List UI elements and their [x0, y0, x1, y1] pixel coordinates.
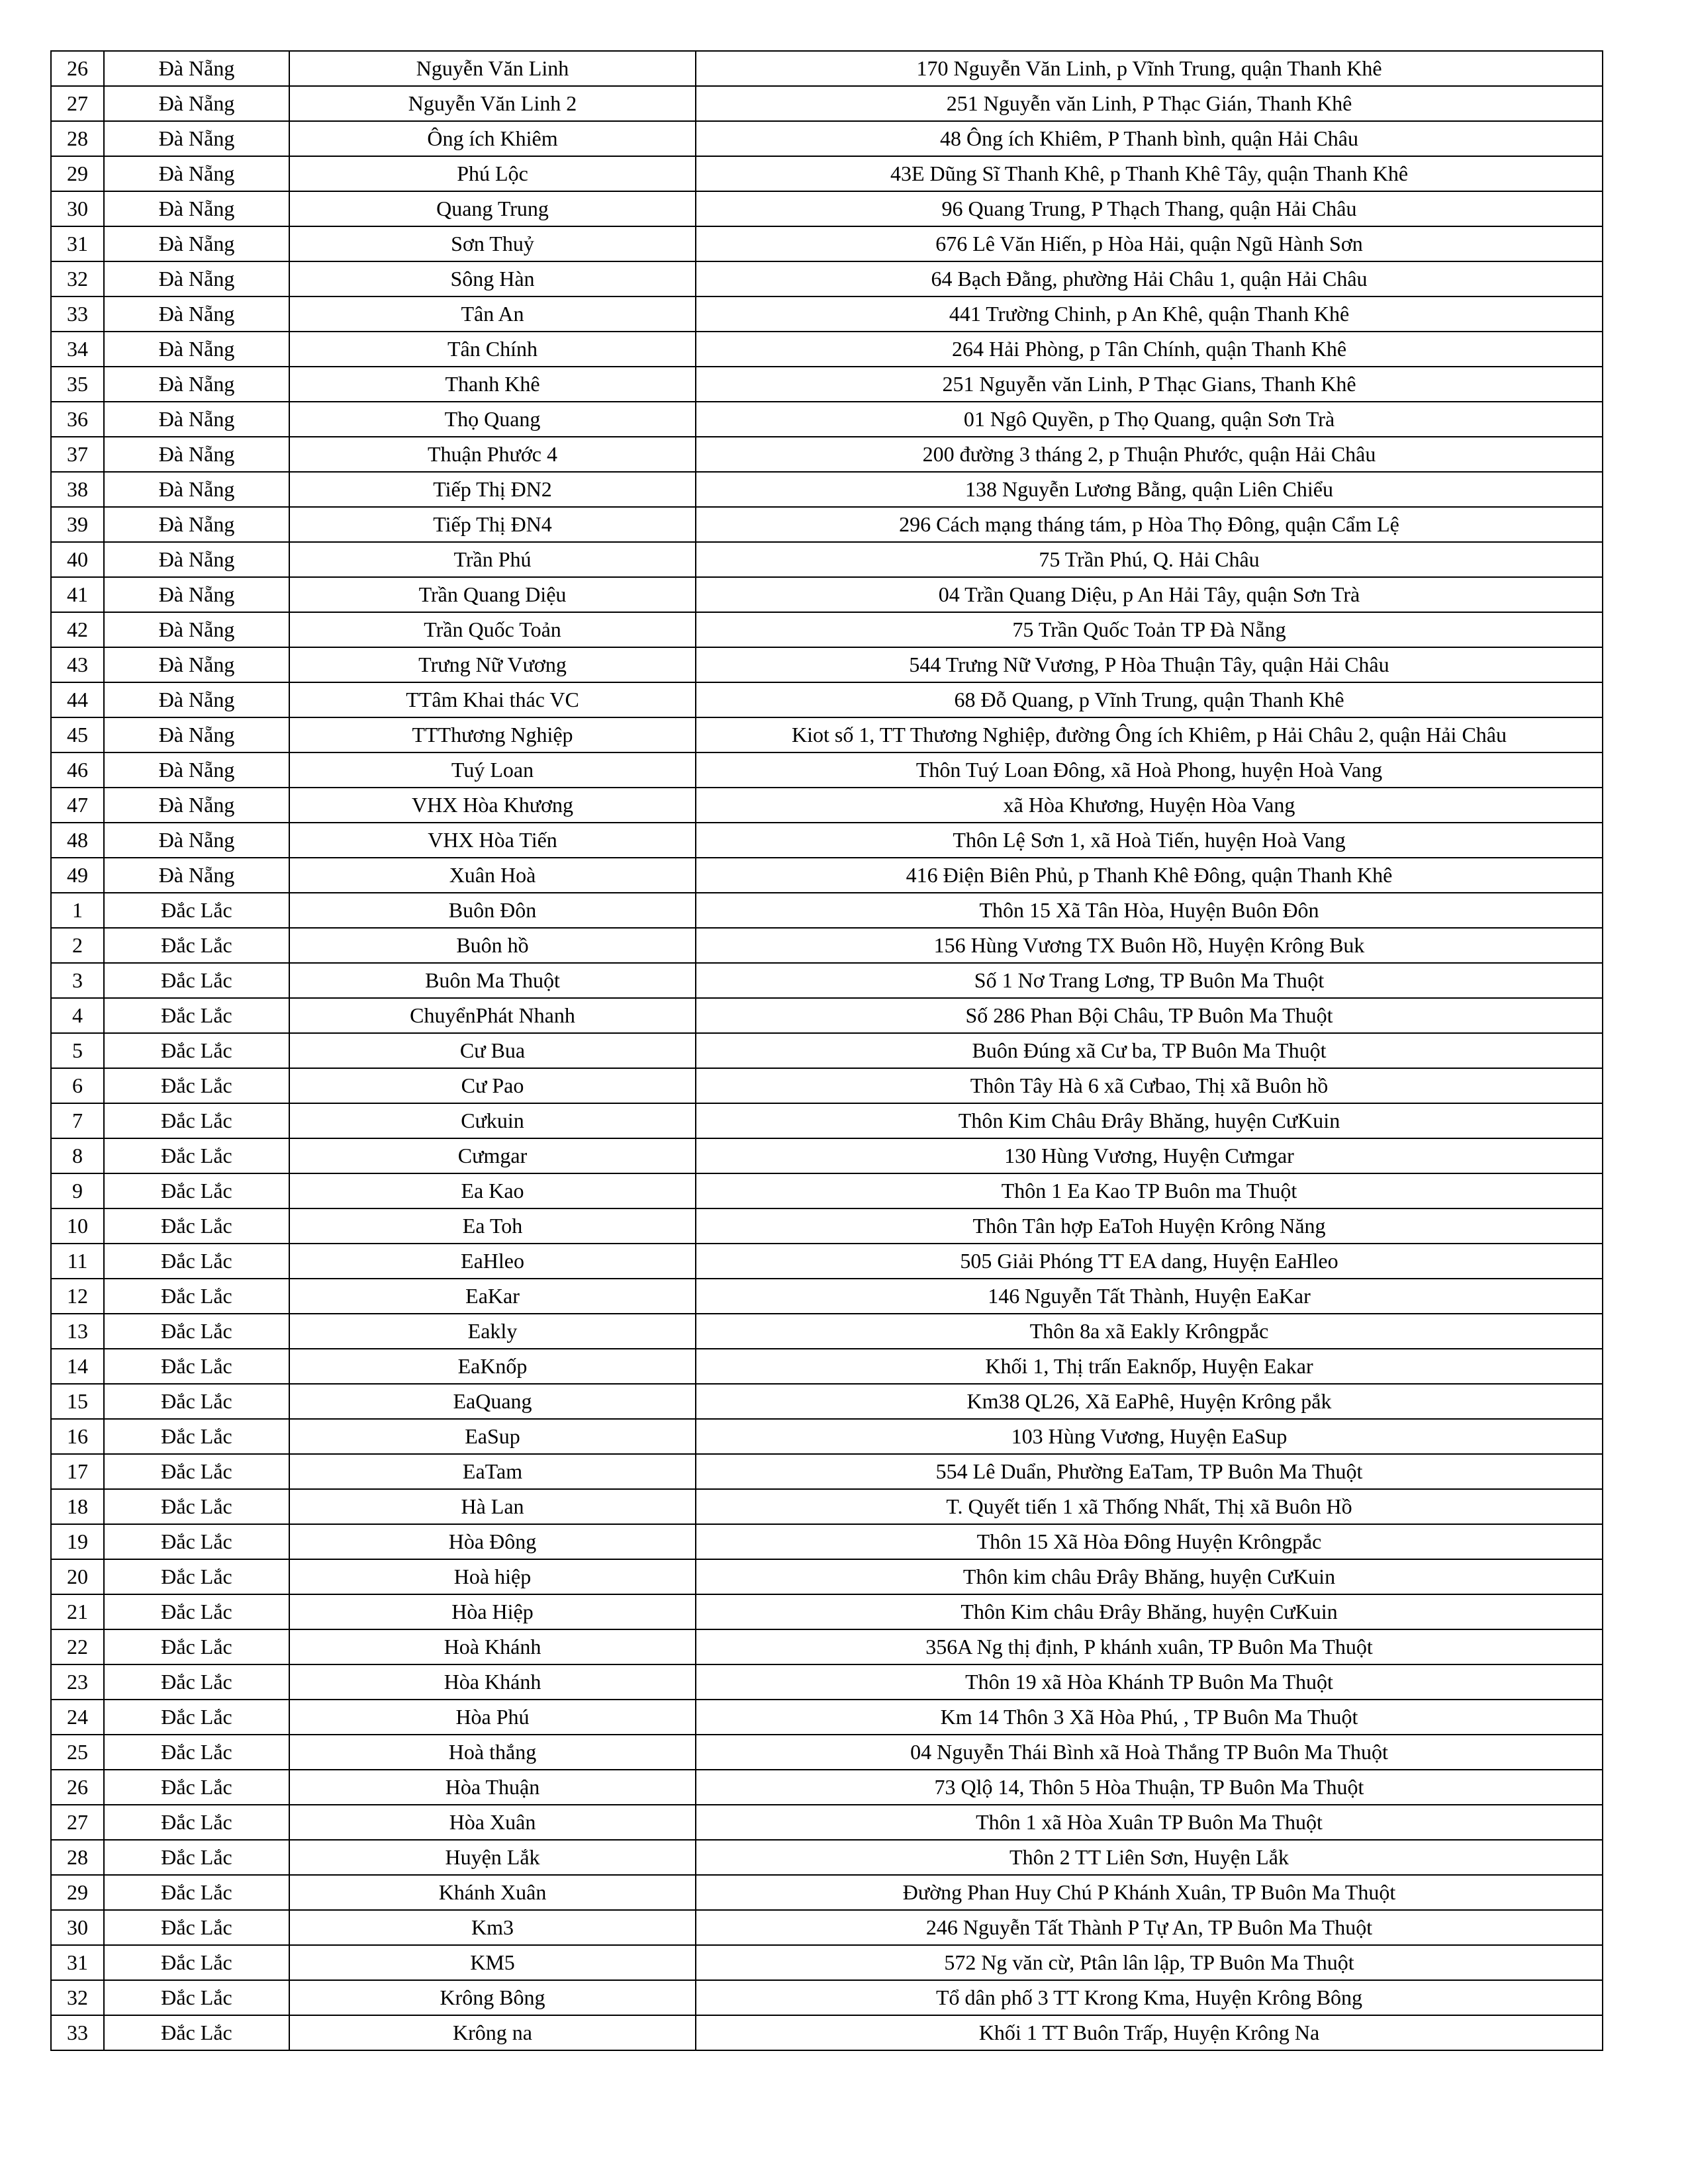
- row-number-cell: 46: [51, 752, 104, 788]
- office-name-cell: Sông Hàn: [289, 261, 696, 296]
- office-name-cell: Tuý Loan: [289, 752, 696, 788]
- row-number-cell: 18: [51, 1489, 104, 1524]
- row-number-cell: 15: [51, 1384, 104, 1419]
- address-cell: 73 Qlộ 14, Thôn 5 Hòa Thuận, TP Buôn Ma Thuột: [696, 1770, 1603, 1805]
- office-name-cell: EaKar: [289, 1279, 696, 1314]
- address-cell: 296 Cách mạng tháng tám, p Hòa Thọ Đông, quận Cẩm Lệ: [696, 507, 1603, 542]
- table-row: [51, 1384, 1603, 1419]
- address-cell: 251 Nguyễn văn Linh, P Thạc Gians, Thanh Khê: [696, 367, 1603, 402]
- row-number-cell: 16: [51, 1419, 104, 1454]
- table-row: [51, 332, 1603, 367]
- province-cell: Đà Nẵng: [104, 51, 289, 86]
- address-cell: 264 Hải Phòng, p Tân Chính, quận Thanh Khê: [696, 332, 1603, 367]
- row-number-cell: 22: [51, 1629, 104, 1664]
- address-cell: 96 Quang Trung, P Thạch Thang, quận Hải Châu: [696, 191, 1603, 226]
- address-cell: Thôn kim châu Đrây Bhăng, huyện CưKuin: [696, 1559, 1603, 1594]
- row-number-cell: 10: [51, 1208, 104, 1244]
- address-cell: Thôn 2 TT Liên Sơn, Huyện Lắk: [696, 1840, 1603, 1875]
- office-name-cell: Ea Kao: [289, 1173, 696, 1208]
- table-row: [51, 402, 1603, 437]
- table-row: [51, 51, 1603, 86]
- address-cell: Thôn Tây Hà 6 xã Cưbao, Thị xã Buôn hồ: [696, 1068, 1603, 1103]
- row-number-cell: 48: [51, 823, 104, 858]
- table-row: [51, 1103, 1603, 1138]
- province-cell: Đắc Lắc: [104, 1314, 289, 1349]
- address-cell: 48 Ông ích Khiêm, P Thanh bình, quận Hải Châu: [696, 121, 1603, 156]
- address-cell: 64 Bạch Đằng, phường Hải Châu 1, quận Hải Châu: [696, 261, 1603, 296]
- province-cell: Đắc Lắc: [104, 1594, 289, 1629]
- table-row: [51, 156, 1603, 191]
- address-cell: 554 Lê Duẩn, Phường EaTam, TP Buôn Ma Thuột: [696, 1454, 1603, 1489]
- row-number-cell: 29: [51, 156, 104, 191]
- address-cell: 75 Trần Quốc Toản TP Đà Nẵng: [696, 612, 1603, 647]
- office-name-cell: Xuân Hoà: [289, 858, 696, 893]
- table-row: [51, 647, 1603, 682]
- address-cell: 572 Ng văn cừ, Ptân lân lập, TP Buôn Ma Thuột: [696, 1945, 1603, 1980]
- table-row: [51, 191, 1603, 226]
- address-cell: 416 Điện Biên Phủ, p Thanh Khê Đông, quận Thanh Khê: [696, 858, 1603, 893]
- row-number-cell: 41: [51, 577, 104, 612]
- office-name-cell: Buôn hồ: [289, 928, 696, 963]
- table-row: [51, 1700, 1603, 1735]
- province-cell: Đắc Lắc: [104, 1033, 289, 1068]
- table-row: [51, 1173, 1603, 1208]
- office-name-cell: KM5: [289, 1945, 696, 1980]
- province-cell: Đắc Lắc: [104, 928, 289, 963]
- office-name-cell: EaQuang: [289, 1384, 696, 1419]
- province-cell: Đắc Lắc: [104, 1629, 289, 1664]
- table-row: [51, 717, 1603, 752]
- row-number-cell: 4: [51, 998, 104, 1033]
- office-name-cell: Cư Bua: [289, 1033, 696, 1068]
- table-row: [51, 1033, 1603, 1068]
- province-cell: Đắc Lắc: [104, 1279, 289, 1314]
- office-name-cell: Eakly: [289, 1314, 696, 1349]
- address-cell: 251 Nguyễn văn Linh, P Thạc Gián, Thanh Khê: [696, 86, 1603, 121]
- office-name-cell: Hà Lan: [289, 1489, 696, 1524]
- table-row: [51, 928, 1603, 963]
- office-name-cell: Hòa Hiệp: [289, 1594, 696, 1629]
- address-cell: Khối 1, Thị trấn Eaknốp, Huyện Eakar: [696, 1349, 1603, 1384]
- province-cell: Đắc Lắc: [104, 1208, 289, 1244]
- row-number-cell: 36: [51, 402, 104, 437]
- table-row: [51, 612, 1603, 647]
- table-row: [51, 893, 1603, 928]
- row-number-cell: 8: [51, 1138, 104, 1173]
- office-name-cell: Hòa Thuận: [289, 1770, 696, 1805]
- office-name-cell: TTThương Nghiệp: [289, 717, 696, 752]
- row-number-cell: 23: [51, 1664, 104, 1700]
- province-cell: Đắc Lắc: [104, 1384, 289, 1419]
- post-office-address-table: [50, 50, 1603, 2051]
- office-name-cell: Cưmgar: [289, 1138, 696, 1173]
- office-name-cell: Nguyễn Văn Linh: [289, 51, 696, 86]
- row-number-cell: 34: [51, 332, 104, 367]
- table-row: [51, 472, 1603, 507]
- office-name-cell: Hoà thắng: [289, 1735, 696, 1770]
- office-name-cell: Khánh Xuân: [289, 1875, 696, 1910]
- province-cell: Đà Nẵng: [104, 402, 289, 437]
- address-cell: Km 14 Thôn 3 Xã Hòa Phú, , TP Buôn Ma Thuột: [696, 1700, 1603, 1735]
- province-cell: Đà Nẵng: [104, 682, 289, 717]
- address-cell: 356A Ng thị định, P khánh xuân, TP Buôn Ma Thuột: [696, 1629, 1603, 1664]
- office-name-cell: VHX Hòa Khương: [289, 788, 696, 823]
- address-cell: Thôn 1 xã Hòa Xuân TP Buôn Ma Thuột: [696, 1805, 1603, 1840]
- province-cell: Đà Nẵng: [104, 437, 289, 472]
- table-row: [51, 577, 1603, 612]
- office-name-cell: EaSup: [289, 1419, 696, 1454]
- office-name-cell: Phú Lộc: [289, 156, 696, 191]
- office-name-cell: Thanh Khê: [289, 367, 696, 402]
- row-number-cell: 28: [51, 121, 104, 156]
- province-cell: Đà Nẵng: [104, 86, 289, 121]
- address-cell: Tổ dân phố 3 TT Krong Kma, Huyện Krông Bông: [696, 1980, 1603, 2015]
- address-cell: Thôn 1 Ea Kao TP Buôn ma Thuột: [696, 1173, 1603, 1208]
- table-row: [51, 1735, 1603, 1770]
- office-name-cell: Nguyễn Văn Linh 2: [289, 86, 696, 121]
- table-row: [51, 1910, 1603, 1945]
- row-number-cell: 33: [51, 296, 104, 332]
- province-cell: Đắc Lắc: [104, 1103, 289, 1138]
- table-row: [51, 1875, 1603, 1910]
- province-cell: Đà Nẵng: [104, 191, 289, 226]
- table-row: [51, 788, 1603, 823]
- row-number-cell: 11: [51, 1244, 104, 1279]
- table-row: [51, 1349, 1603, 1384]
- province-cell: Đắc Lắc: [104, 1524, 289, 1559]
- province-cell: Đà Nẵng: [104, 647, 289, 682]
- address-cell: Km38 QL26, Xã EaPhê, Huyện Krông pắk: [696, 1384, 1603, 1419]
- office-name-cell: Sơn Thuỷ: [289, 226, 696, 261]
- table-row: [51, 1840, 1603, 1875]
- row-number-cell: 28: [51, 1840, 104, 1875]
- table-row: [51, 1594, 1603, 1629]
- row-number-cell: 21: [51, 1594, 104, 1629]
- address-cell: 200 đường 3 tháng 2, p Thuận Phước, quận Hải Châu: [696, 437, 1603, 472]
- row-number-cell: 42: [51, 612, 104, 647]
- table-row: [51, 542, 1603, 577]
- address-cell: 130 Hùng Vương, Huyện Cưmgar: [696, 1138, 1603, 1173]
- office-name-cell: Tân Chính: [289, 332, 696, 367]
- office-name-cell: Trần Quang Diệu: [289, 577, 696, 612]
- row-number-cell: 2: [51, 928, 104, 963]
- row-number-cell: 19: [51, 1524, 104, 1559]
- office-name-cell: Cư Pao: [289, 1068, 696, 1103]
- table-row: [51, 1489, 1603, 1524]
- province-cell: Đà Nẵng: [104, 226, 289, 261]
- row-number-cell: 47: [51, 788, 104, 823]
- province-cell: Đà Nẵng: [104, 717, 289, 752]
- row-number-cell: 17: [51, 1454, 104, 1489]
- address-cell: Kiot số 1, TT Thương Nghiệp, đường Ông ích Khiêm, p Hải Châu 2, quận Hải Châu: [696, 717, 1603, 752]
- address-cell: 138 Nguyễn Lương Bằng, quận Liên Chiểu: [696, 472, 1603, 507]
- province-cell: Đắc Lắc: [104, 1173, 289, 1208]
- province-cell: Đà Nẵng: [104, 507, 289, 542]
- province-cell: Đà Nẵng: [104, 612, 289, 647]
- table-row: [51, 752, 1603, 788]
- row-number-cell: 49: [51, 858, 104, 893]
- province-cell: Đà Nẵng: [104, 121, 289, 156]
- office-name-cell: Huyện Lắk: [289, 1840, 696, 1875]
- row-number-cell: 1: [51, 893, 104, 928]
- table-row: [51, 261, 1603, 296]
- address-cell: Buôn Đúng xã Cư ba, TP Buôn Ma Thuột: [696, 1033, 1603, 1068]
- province-cell: Đắc Lắc: [104, 1068, 289, 1103]
- address-cell: 441 Trường Chinh, p An Khê, quận Thanh Khê: [696, 296, 1603, 332]
- row-number-cell: 45: [51, 717, 104, 752]
- table-row: [51, 121, 1603, 156]
- row-number-cell: 30: [51, 191, 104, 226]
- table-row: [51, 998, 1603, 1033]
- row-number-cell: 20: [51, 1559, 104, 1594]
- office-name-cell: Quang Trung: [289, 191, 696, 226]
- office-name-cell: Km3: [289, 1910, 696, 1945]
- row-number-cell: 3: [51, 963, 104, 998]
- address-cell: Đường Phan Huy Chú P Khánh Xuân, TP Buôn Ma Thuột: [696, 1875, 1603, 1910]
- office-name-cell: Cưkuin: [289, 1103, 696, 1138]
- row-number-cell: 30: [51, 1910, 104, 1945]
- province-cell: Đắc Lắc: [104, 1454, 289, 1489]
- address-cell: Thôn 8a xã Eakly Krôngpắc: [696, 1314, 1603, 1349]
- table-row: [51, 1629, 1603, 1664]
- office-name-cell: Buôn Đôn: [289, 893, 696, 928]
- row-number-cell: 9: [51, 1173, 104, 1208]
- office-name-cell: EaKnốp: [289, 1349, 696, 1384]
- table-row: [51, 86, 1603, 121]
- address-cell: Thôn 15 Xã Hòa Đông Huyện Krôngpắc: [696, 1524, 1603, 1559]
- address-cell: 505 Giải Phóng TT EA dang, Huyện EaHleo: [696, 1244, 1603, 1279]
- table-row: [51, 1770, 1603, 1805]
- office-name-cell: EaHleo: [289, 1244, 696, 1279]
- office-name-cell: Trần Quốc Toản: [289, 612, 696, 647]
- province-cell: Đắc Lắc: [104, 1138, 289, 1173]
- province-cell: Đắc Lắc: [104, 1770, 289, 1805]
- address-cell: 75 Trần Phú, Q. Hải Châu: [696, 542, 1603, 577]
- province-cell: Đắc Lắc: [104, 1419, 289, 1454]
- office-name-cell: TTâm Khai thác VC: [289, 682, 696, 717]
- row-number-cell: 33: [51, 2015, 104, 2050]
- office-name-cell: Tân An: [289, 296, 696, 332]
- address-cell: 68 Đỗ Quang, p Vĩnh Trung, quận Thanh Khê: [696, 682, 1603, 717]
- row-number-cell: 13: [51, 1314, 104, 1349]
- office-name-cell: Thọ Quang: [289, 402, 696, 437]
- address-cell: xã Hòa Khương, Huyện Hòa Vang: [696, 788, 1603, 823]
- office-name-cell: Hòa Khánh: [289, 1664, 696, 1700]
- office-name-cell: Trần Phú: [289, 542, 696, 577]
- province-cell: Đà Nẵng: [104, 472, 289, 507]
- province-cell: Đà Nẵng: [104, 858, 289, 893]
- table-row: [51, 1805, 1603, 1840]
- row-number-cell: 37: [51, 437, 104, 472]
- table-row: [51, 1314, 1603, 1349]
- table-row: [51, 1244, 1603, 1279]
- office-name-cell: Ea Toh: [289, 1208, 696, 1244]
- address-cell: 01 Ngô Quyền, p Thọ Quang, quận Sơn Trà: [696, 402, 1603, 437]
- table-row: [51, 1559, 1603, 1594]
- province-cell: Đắc Lắc: [104, 1244, 289, 1279]
- province-cell: Đắc Lắc: [104, 1910, 289, 1945]
- office-name-cell: Hoà Khánh: [289, 1629, 696, 1664]
- province-cell: Đắc Lắc: [104, 1875, 289, 1910]
- office-name-cell: Thuận Phước 4: [289, 437, 696, 472]
- row-number-cell: 29: [51, 1875, 104, 1910]
- address-cell: Thôn 19 xã Hòa Khánh TP Buôn Ma Thuột: [696, 1664, 1603, 1700]
- office-name-cell: Tiếp Thị ĐN2: [289, 472, 696, 507]
- row-number-cell: 39: [51, 507, 104, 542]
- row-number-cell: 26: [51, 1770, 104, 1805]
- row-number-cell: 6: [51, 1068, 104, 1103]
- province-cell: Đắc Lắc: [104, 1735, 289, 1770]
- address-cell: Số 286 Phan Bội Châu, TP Buôn Ma Thuột: [696, 998, 1603, 1033]
- row-number-cell: 38: [51, 472, 104, 507]
- province-cell: Đắc Lắc: [104, 1664, 289, 1700]
- table-row: [51, 2015, 1603, 2050]
- address-cell: 156 Hùng Vương TX Buôn Hồ, Huyện Krông Buk: [696, 928, 1603, 963]
- office-name-cell: Krông Bông: [289, 1980, 696, 2015]
- address-cell: 146 Nguyễn Tất Thành, Huyện EaKar: [696, 1279, 1603, 1314]
- address-cell: Thôn Kim Châu Đrây Bhăng, huyện CưKuin: [696, 1103, 1603, 1138]
- table-row: [51, 1980, 1603, 2015]
- province-cell: Đà Nẵng: [104, 823, 289, 858]
- office-name-cell: Hòa Xuân: [289, 1805, 696, 1840]
- address-cell: 544 Trưng Nữ Vương, P Hòa Thuận Tây, quận Hải Châu: [696, 647, 1603, 682]
- table-row: [51, 1138, 1603, 1173]
- table-row: [51, 296, 1603, 332]
- row-number-cell: 27: [51, 86, 104, 121]
- table-row: [51, 1419, 1603, 1454]
- province-cell: Đà Nẵng: [104, 367, 289, 402]
- row-number-cell: 26: [51, 51, 104, 86]
- row-number-cell: 31: [51, 226, 104, 261]
- province-cell: Đà Nẵng: [104, 577, 289, 612]
- table-row: [51, 1208, 1603, 1244]
- table-row: [51, 1068, 1603, 1103]
- province-cell: Đà Nẵng: [104, 752, 289, 788]
- table-row: [51, 1279, 1603, 1314]
- address-cell: Thôn Tuý Loan Đông, xã Hoà Phong, huyện Hoà Vang: [696, 752, 1603, 788]
- office-name-cell: Hòa Phú: [289, 1700, 696, 1735]
- office-name-cell: Buôn Ma Thuột: [289, 963, 696, 998]
- row-number-cell: 7: [51, 1103, 104, 1138]
- table-row: [51, 367, 1603, 402]
- address-cell: 246 Nguyễn Tất Thành P Tự An, TP Buôn Ma Thuột: [696, 1910, 1603, 1945]
- address-cell: Thôn Lệ Sơn 1, xã Hoà Tiến, huyện Hoà Vang: [696, 823, 1603, 858]
- table-row: [51, 507, 1603, 542]
- office-name-cell: Krông na: [289, 2015, 696, 2050]
- address-cell: T. Quyết tiến 1 xã Thống Nhất, Thị xã Buôn Hồ: [696, 1489, 1603, 1524]
- row-number-cell: 27: [51, 1805, 104, 1840]
- province-cell: Đắc Lắc: [104, 2015, 289, 2050]
- province-cell: Đà Nẵng: [104, 788, 289, 823]
- province-cell: Đắc Lắc: [104, 893, 289, 928]
- province-cell: Đà Nẵng: [104, 156, 289, 191]
- office-name-cell: Hòa Đông: [289, 1524, 696, 1559]
- table-row: [51, 858, 1603, 893]
- province-cell: Đà Nẵng: [104, 261, 289, 296]
- province-cell: Đắc Lắc: [104, 1559, 289, 1594]
- address-cell: 170 Nguyễn Văn Linh, p Vĩnh Trung, quận Thanh Khê: [696, 51, 1603, 86]
- table-body: [51, 51, 1603, 2050]
- row-number-cell: 44: [51, 682, 104, 717]
- province-cell: Đắc Lắc: [104, 1700, 289, 1735]
- office-name-cell: EaTam: [289, 1454, 696, 1489]
- address-cell: 04 Nguyễn Thái Bình xã Hoà Thắng TP Buôn Ma Thuột: [696, 1735, 1603, 1770]
- row-number-cell: 5: [51, 1033, 104, 1068]
- office-name-cell: VHX Hòa Tiến: [289, 823, 696, 858]
- office-name-cell: Trưng Nữ Vương: [289, 647, 696, 682]
- row-number-cell: 40: [51, 542, 104, 577]
- table-row: [51, 226, 1603, 261]
- table-row: [51, 437, 1603, 472]
- office-name-cell: ChuyểnPhát Nhanh: [289, 998, 696, 1033]
- office-name-cell: Tiếp Thị ĐN4: [289, 507, 696, 542]
- province-cell: Đắc Lắc: [104, 998, 289, 1033]
- address-cell: 676 Lê Văn Hiến, p Hòa Hải, quận Ngũ Hành Sơn: [696, 226, 1603, 261]
- address-cell: Thôn 15 Xã Tân Hòa, Huyện Buôn Đôn: [696, 893, 1603, 928]
- table-row: [51, 823, 1603, 858]
- address-cell: Số 1 Nơ Trang Lơng, TP Buôn Ma Thuột: [696, 963, 1603, 998]
- table-row: [51, 1454, 1603, 1489]
- province-cell: Đắc Lắc: [104, 963, 289, 998]
- row-number-cell: 43: [51, 647, 104, 682]
- address-cell: Thôn Tân hợp EaToh Huyện Krông Năng: [696, 1208, 1603, 1244]
- province-cell: Đà Nẵng: [104, 542, 289, 577]
- row-number-cell: 14: [51, 1349, 104, 1384]
- row-number-cell: 12: [51, 1279, 104, 1314]
- table-row: [51, 682, 1603, 717]
- province-cell: Đắc Lắc: [104, 1945, 289, 1980]
- row-number-cell: 32: [51, 1980, 104, 2015]
- table-row: [51, 963, 1603, 998]
- row-number-cell: 31: [51, 1945, 104, 1980]
- province-cell: Đắc Lắc: [104, 1805, 289, 1840]
- province-cell: Đà Nẵng: [104, 296, 289, 332]
- table-row: [51, 1524, 1603, 1559]
- address-cell: Thôn Kim châu Đrây Bhăng, huyện CưKuin: [696, 1594, 1603, 1629]
- row-number-cell: 32: [51, 261, 104, 296]
- address-cell: 43E Dũng Sĩ Thanh Khê, p Thanh Khê Tây, quận Thanh Khê: [696, 156, 1603, 191]
- table-row: [51, 1664, 1603, 1700]
- address-cell: 103 Hùng Vương, Huyện EaSup: [696, 1419, 1603, 1454]
- row-number-cell: 25: [51, 1735, 104, 1770]
- province-cell: Đắc Lắc: [104, 1980, 289, 2015]
- office-name-cell: Ông ích Khiêm: [289, 121, 696, 156]
- province-cell: Đắc Lắc: [104, 1349, 289, 1384]
- province-cell: Đắc Lắc: [104, 1489, 289, 1524]
- office-name-cell: Hoà hiệp: [289, 1559, 696, 1594]
- province-cell: Đà Nẵng: [104, 332, 289, 367]
- row-number-cell: 24: [51, 1700, 104, 1735]
- province-cell: Đắc Lắc: [104, 1840, 289, 1875]
- address-cell: 04 Trần Quang Diệu, p An Hải Tây, quận Sơn Trà: [696, 577, 1603, 612]
- address-cell: Khối 1 TT Buôn Trấp, Huyện Krông Na: [696, 2015, 1603, 2050]
- row-number-cell: 35: [51, 367, 104, 402]
- table-row: [51, 1945, 1603, 1980]
